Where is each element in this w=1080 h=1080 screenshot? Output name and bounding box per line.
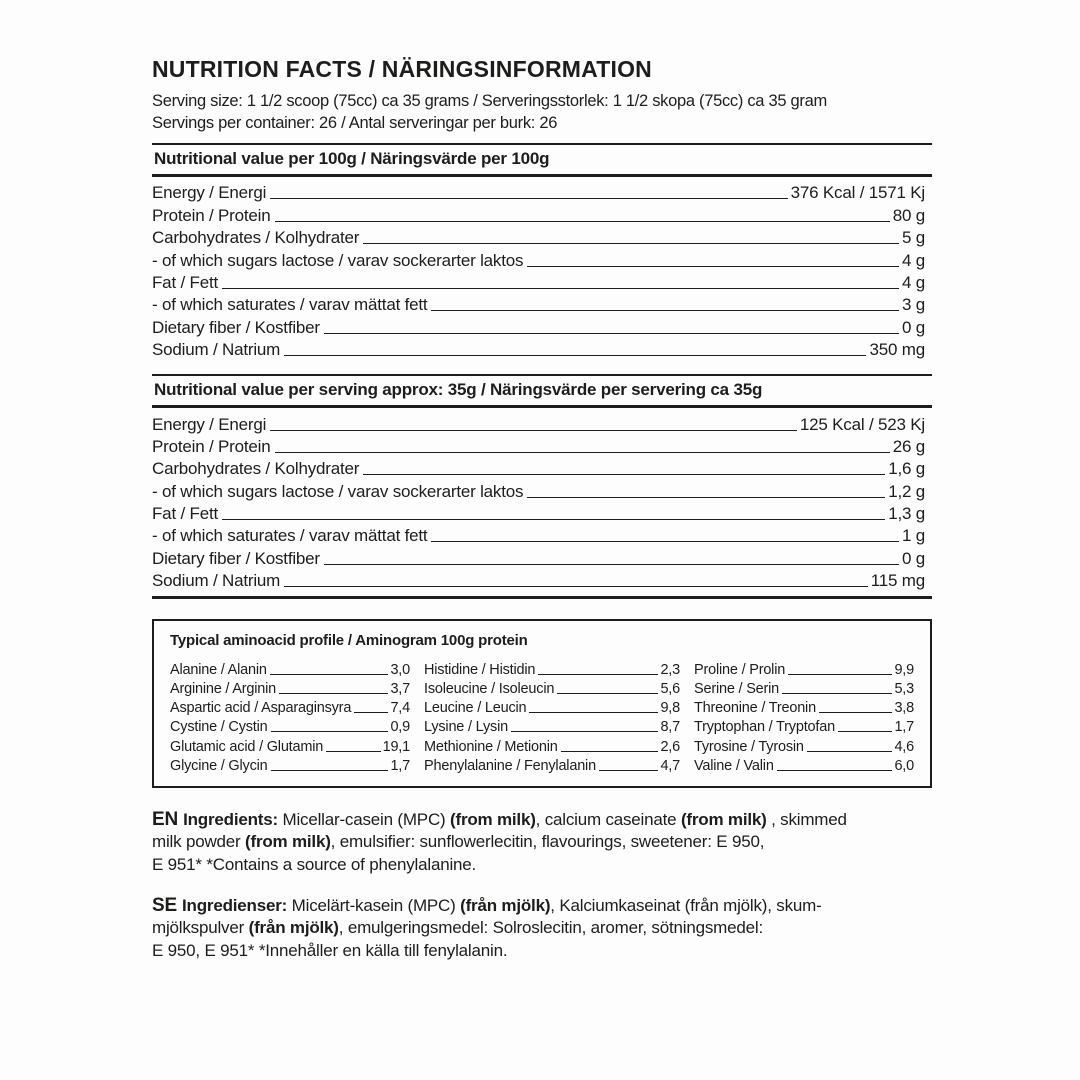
leader-line [271, 731, 389, 732]
row-label: Carbohydrates / Kolhydrater [152, 228, 360, 248]
amino-row [170, 755, 410, 774]
row-value: 0 g [901, 317, 925, 337]
row-value: 1 g [901, 526, 925, 546]
row-label: Energy / Energi [152, 414, 267, 434]
row-label: - of which saturates / varav mättat fett [152, 295, 428, 315]
ingredients-text: Micelärt-kasein (MPC) [291, 895, 461, 915]
row-value: 6,0 [894, 758, 914, 775]
nutrition-row [152, 271, 932, 293]
leader-line [324, 333, 899, 334]
amino-row [170, 678, 410, 697]
ingredients-text: (from milk) [680, 810, 767, 830]
leader-line [324, 564, 899, 565]
ingredients-text: Ingredienser: [182, 895, 292, 915]
row-value: 2,6 [660, 738, 680, 755]
ingredients-text: SE [152, 894, 183, 916]
ingredients-text: E 950, E 951* *Innehåller en källa till fenylalanin. [152, 940, 508, 960]
leader-line [354, 712, 388, 713]
ingredients-text: , emulgeringsmedel: Solroslecitin, aromer, sötningsmedel: [338, 918, 763, 938]
amino-row [424, 697, 680, 716]
row-label: - of which saturates / varav mättat fett [152, 526, 428, 546]
leader-line [527, 266, 899, 267]
nutrition-table-rows [152, 177, 932, 365]
amino-row [424, 755, 680, 774]
ingredients-se [152, 895, 932, 962]
nutrition-row [152, 181, 932, 203]
row-label: Protein / Protein [152, 205, 271, 225]
leader-line [275, 452, 890, 453]
nutrition-row [152, 412, 932, 434]
ingredients-text: milk powder [152, 832, 246, 852]
leader-line [819, 712, 892, 713]
ingredients-text: (från mjölk) [460, 895, 551, 915]
amino-row [694, 678, 914, 697]
row-value: 80 g [892, 205, 925, 225]
nutrition-table-rows [152, 408, 932, 599]
leader-line [222, 519, 885, 520]
ingredients-text: (from milk) [245, 832, 331, 852]
leader-line [270, 674, 389, 675]
amino-column-2 [694, 658, 914, 774]
nutrition-tables [152, 143, 932, 599]
leader-line [807, 751, 893, 752]
nutrition-row [152, 524, 932, 546]
nutrition-table-1 [152, 374, 932, 599]
row-label: Threonine / Treonin [694, 700, 816, 717]
row-label: Fat / Fett [152, 504, 219, 524]
row-label: Isoleucine / Isoleucin [424, 680, 555, 697]
row-value: 4,6 [894, 738, 914, 755]
row-label: Dietary fiber / Kostfiber [152, 317, 320, 337]
nutrition-table-0 [152, 143, 932, 365]
leader-line [529, 712, 658, 713]
leader-line [599, 770, 658, 771]
ingredients-line [152, 831, 932, 853]
leader-line [363, 474, 885, 475]
amino-row [170, 658, 410, 677]
row-value: 1,2 g [888, 481, 925, 501]
row-label: Serine / Serin [694, 680, 780, 697]
row-label: Tyrosine / Tyrosin [694, 738, 804, 755]
row-value: 115 mg [870, 571, 925, 591]
row-value: 125 Kcal / 523 Kj [799, 414, 925, 434]
leader-line [279, 693, 388, 694]
leader-line [326, 751, 380, 752]
amino-row [694, 716, 914, 735]
amino-row [170, 716, 410, 735]
row-value: 3 g [901, 295, 925, 315]
amino-row [170, 697, 410, 716]
amino-row [170, 735, 410, 754]
leader-line [431, 310, 899, 311]
amino-row [424, 678, 680, 697]
row-label: Carbohydrates / Kolhydrater [152, 459, 360, 479]
row-value: 0,9 [390, 719, 410, 736]
leader-line [271, 770, 389, 771]
leader-line [557, 693, 658, 694]
row-value: 9,8 [660, 700, 680, 717]
ingredients-text: , skimmed [766, 810, 847, 830]
leader-line [838, 731, 892, 732]
nutrition-row [152, 315, 932, 337]
amino-row [424, 658, 680, 677]
label-content [152, 56, 932, 962]
row-value: 1,3 g [888, 504, 925, 524]
ingredients-text: Ingredients: [183, 810, 283, 830]
row-label: Methionine / Metionin [424, 738, 558, 755]
row-label: - of which sugars lactose / varav sockerarter laktos [152, 250, 524, 270]
row-label: Phenylalanine / Fenylalanin [424, 758, 596, 775]
row-label: Glutamic acid / Glutamin [170, 738, 324, 755]
row-label: Proline / Prolin [694, 661, 786, 678]
row-label: Valine / Valin [694, 758, 774, 775]
leader-line [561, 751, 659, 752]
row-value: 4 g [901, 250, 925, 270]
row-value: 376 Kcal / 1571 Kj [790, 183, 925, 203]
ingredients-text: (from milk) [450, 810, 536, 830]
amino-row [424, 735, 680, 754]
row-value: 8,7 [660, 719, 680, 736]
amino-row [694, 735, 914, 754]
row-value: 1,6 g [888, 459, 925, 479]
serving-size-line: Serving size: 1 1/2 scoop (75cc) ca 35 grams / Serveringsstorlek: 1 1/2 skopa (75cc) ca 35 gram [152, 92, 827, 110]
leader-line [538, 674, 658, 675]
leader-line [222, 288, 899, 289]
leader-line [782, 693, 892, 694]
amino-column-1 [424, 658, 680, 774]
ingredients-line [152, 895, 932, 917]
label-title: NUTRITION FACTS / NÄRINGSINFORMATION [152, 56, 652, 82]
amino-column-0 [170, 658, 410, 774]
servings-per-container-line: Servings per container: 26 / Antal serveringar per burk: 26 [152, 114, 558, 132]
leader-line [777, 770, 893, 771]
row-label: - of which sugars lactose / varav sockerarter laktos [152, 481, 524, 501]
row-label: Fat / Fett [152, 272, 219, 292]
nutrition-row [152, 226, 932, 248]
leader-line [431, 541, 899, 542]
leader-line [270, 198, 787, 199]
row-label: Energy / Energi [152, 183, 267, 203]
ingredients-text: (från mjölk) [248, 918, 339, 938]
row-label: Arginine / Arginin [170, 680, 277, 697]
ingredients-line [152, 940, 932, 962]
row-label: Lysine / Lysin [424, 719, 508, 736]
row-value: 26 g [892, 436, 925, 456]
row-label: Aspartic acid / Asparaginsyra [170, 700, 352, 717]
row-value: 4,7 [660, 758, 680, 775]
nutrition-row [152, 248, 932, 270]
nutrition-table-header: Nutritional value per serving approx: 35g / Näringsvärde per servering ca 35g [152, 374, 932, 408]
row-value: 350 mg [869, 340, 925, 360]
amino-row [694, 658, 914, 677]
row-label: Leucine / Leucin [424, 700, 527, 717]
row-value: 19,1 [382, 738, 410, 755]
row-value: 1,7 [390, 758, 410, 775]
leader-line [275, 221, 890, 222]
leader-line [270, 430, 797, 431]
row-value: 4 g [901, 272, 925, 292]
leader-line [511, 731, 658, 732]
row-value: 9,9 [894, 661, 914, 678]
nutrition-row [152, 338, 932, 360]
ingredients-text: E 951* *Contains a source of phenylalanine. [152, 854, 477, 874]
amino-profile-grid [170, 658, 914, 774]
ingredients-line [152, 854, 932, 876]
nutrition-row [152, 479, 932, 501]
row-label: Tryptophan / Tryptofan [694, 719, 835, 736]
row-label: Sodium / Natrium [152, 571, 281, 591]
amino-row [424, 716, 680, 735]
nutrition-table-header: Nutritional value per 100g / Näringsvärde per 100g [152, 143, 932, 177]
ingredients-text: mjölkspulver [152, 918, 249, 938]
row-value: 3,0 [390, 661, 410, 678]
ingredients-text: EN [152, 809, 184, 831]
row-value: 5,6 [660, 680, 680, 697]
row-value: 7,4 [390, 700, 410, 717]
nutrition-row [152, 435, 932, 457]
ingredients-text: , Kalciumkaseinat (från mjölk), skum- [550, 895, 822, 915]
row-value: 2,3 [660, 661, 680, 678]
row-value: 5 g [901, 228, 925, 248]
row-value: 3,7 [390, 680, 410, 697]
row-label: Histidine / Histidin [424, 661, 536, 678]
row-label: Glycine / Glycin [170, 758, 268, 775]
row-label: Dietary fiber / Kostfiber [152, 548, 320, 568]
row-value: 3,8 [894, 700, 914, 717]
leader-line [284, 586, 868, 587]
nutrition-row [152, 203, 932, 225]
ingredients-sections [152, 809, 932, 962]
amino-row [694, 755, 914, 774]
row-label: Sodium / Natrium [152, 340, 281, 360]
ingredients-line [152, 809, 932, 831]
leader-line [527, 497, 885, 498]
leader-line [788, 674, 892, 675]
nutrition-row [152, 293, 932, 315]
ingredients-text: Micellar-casein (MPC) [282, 810, 451, 830]
row-value: 5,3 [894, 680, 914, 697]
nutrition-row [152, 502, 932, 524]
ingredients-line [152, 917, 932, 939]
nutrition-row [152, 569, 932, 591]
ingredients-text: , calcium caseinate [535, 810, 681, 830]
row-value: 0 g [901, 548, 925, 568]
nutrition-row [152, 457, 932, 479]
amino-row [694, 697, 914, 716]
row-label: Cystine / Cystin [170, 719, 268, 736]
ingredients-text: , emulsifier: sunflowerlecitin, flavourings, sweetener: E 950, [330, 832, 765, 852]
leader-line [284, 355, 866, 356]
leader-line [363, 243, 899, 244]
amino-profile-title: Typical aminoacid profile / Aminogram 100g protein [170, 632, 528, 650]
row-value: 1,7 [894, 719, 914, 736]
amino-acid-profile-box [152, 619, 932, 788]
row-label: Alanine / Alanin [170, 661, 267, 678]
nutrition-row [152, 546, 932, 568]
row-label: Protein / Protein [152, 436, 271, 456]
ingredients-en [152, 809, 932, 876]
